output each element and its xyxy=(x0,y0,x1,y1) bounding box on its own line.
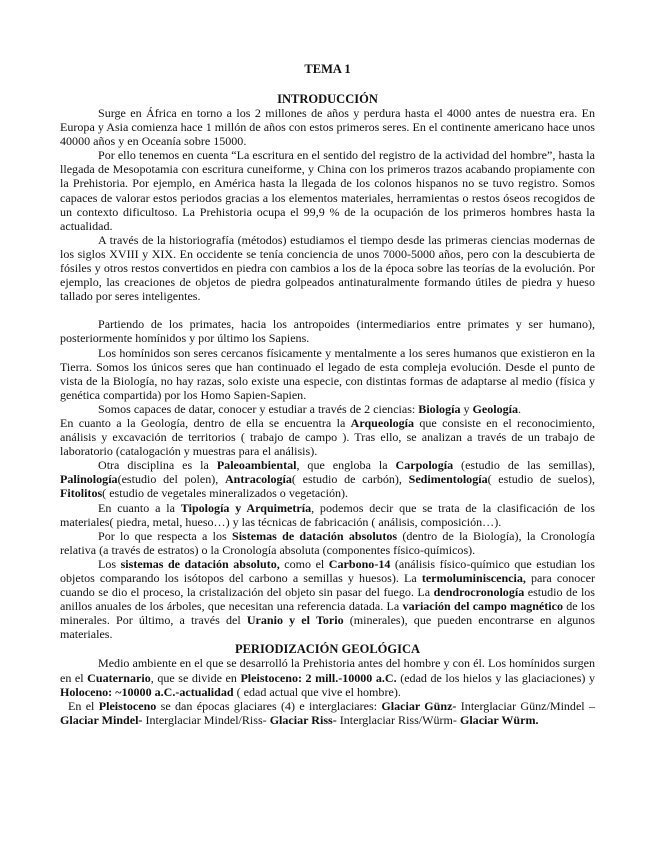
text-run: A través de la historiografía (métodos) estudiamos el tiempo desde las primeras ciencias modernas de los siglos XVIII y XIX. En occidente se tenía conciencia de unos 7000-5000 años, pero con la descubierta de fósiles y otros restos convertidos en piedra con cambios a los de la época sobre las teorías de la evolución. Por ejemplo, las creaciones de objetos de piedra golpeados antinaturalmente formando útiles de piedra y hueso tallado por seres inteligentes. xyxy=(60,232,595,304)
text-run: (minerales), que pueden encontrarse en algunos materiales. xyxy=(60,613,595,642)
text-run: Por ello tenemos en cuenta “La escritura en el sentido del registro de la actividad del hombre”, hasta la llegada de Mesopotamia con escritura cuneiforme, y China con los primeros trazos acabando propiamente con la Prehistoria. Por ejemplo, en América hasta la llegada de los colonos hispanos no se tuvo registro. Somos capaces de valorar estos periodos gracias a los elementos materiales, herramientas o restos óseos recogidos de un contexto dificultoso. La Prehistoria ocupa el 99,9 % de la ocupación de los primeros hombres hasta la actualidad. xyxy=(60,148,595,233)
bold-term: Pleistoceno xyxy=(98,698,157,713)
bold-term: Holoceno: ~10000 a.C.-actualidad xyxy=(60,684,234,699)
bold-term: Cuaternario xyxy=(87,670,151,685)
text-run: Interglaciar Günz/Mindel – xyxy=(456,698,596,713)
bold-term: Palinología xyxy=(60,472,118,487)
text-run: y xyxy=(460,401,473,416)
paragraph xyxy=(60,233,595,303)
bold-term: Tipología y Arquimetría xyxy=(180,500,312,515)
text-run: , que se divide en xyxy=(150,670,241,685)
bold-term: termoluminiscencia, xyxy=(421,571,526,585)
text-run: Somos capaces de datar, conocer y estudiar a través de 2 ciencias: xyxy=(98,401,419,416)
paragraph xyxy=(60,458,595,500)
text-run: Otra disciplina es la xyxy=(98,458,217,473)
text-run: . xyxy=(518,401,522,416)
text-run: , podemos decir que se trata de la clasificación de los materiales( piedra, metal, hueso…) y las técnicas de fabricación ( análisis, composición…). xyxy=(60,500,595,529)
bold-term: Fitolitos xyxy=(60,486,103,501)
text-run: (dentro de la Biología), la Cronología relativa (a través de estratos) o la Cronología absoluta (componentes físico-químicos). xyxy=(60,528,595,557)
text-run: Surge en África en torno a los 2 millones de años y perdura hasta el 4000 antes de nuestra era. En Europa y Asia comienza hace 1 millón de años con estos primeros seres. En el continente americano hace unos 40000 años y en Oceanía sobre 15000. xyxy=(60,106,595,149)
bold-term: Biología xyxy=(418,401,461,416)
bold-term: Glaciar Riss- xyxy=(269,712,337,727)
text-run: Los xyxy=(98,556,121,571)
paragraph xyxy=(60,317,595,345)
document-body xyxy=(60,92,595,727)
bold-term: Arqueología xyxy=(350,415,415,430)
text-run: Partiendo de los primates, hacia los antropoides (intermediarios entre primates y ser humano), posteriormente homínidos y por último los Sapiens. xyxy=(60,317,595,346)
paragraph xyxy=(60,501,595,529)
bold-term: Uranio y el Torio xyxy=(246,613,344,628)
bold-term: Glaciar Günz- xyxy=(381,698,457,713)
text-run: En cuanto a la Geología, dentro de ella se encuentra la xyxy=(60,415,351,430)
text-run: estudio de los anillos anuales de los árboles, que necesitan una referencia datada. La xyxy=(60,585,595,614)
bold-term: Carbono-14 xyxy=(328,556,391,571)
bold-term: Paleoambiental xyxy=(216,458,297,473)
text-run: ( estudio de suelos), xyxy=(487,472,595,487)
bold-term: Carpología xyxy=(395,458,454,473)
text-run: Los homínidos son seres cercanos físicamente y mentalmente a los seres humanos que existieron en la Tierra. Somos los únicos seres que han continuado el legado de esta compleja evolución. Desde el punto de vista de la Biología, no hay razas, solo existe una especie, con distintas formas de adaptarse al medio (física y genética compartida) por los Homo Sapien-Sapien. xyxy=(60,345,595,402)
text-run: (estudio del polen), xyxy=(117,472,225,487)
text-run: (edad de los hielos y las glaciaciones) y xyxy=(396,670,595,685)
paragraph xyxy=(60,529,595,557)
section-heading: PERIODIZACIÓN GEOLÓGICA xyxy=(234,642,421,657)
bold-term: Geología xyxy=(472,401,519,416)
paragraph xyxy=(60,148,595,233)
text-run: , que engloba la xyxy=(296,458,396,473)
text-run: para conocer cuando se dio el proceso, la cristalización del objeto sin pasar del fuego. La xyxy=(60,571,595,600)
text-run: (análisis físico-químico que estudian los objetos comparando los isótopos del carbono a semillas y huesos). La xyxy=(60,556,595,585)
section-heading: INTRODUCCIÓN xyxy=(277,92,378,106)
document-title: TEMA 1 xyxy=(304,62,351,76)
text-run: Interglaciar Riss/Würm- xyxy=(336,712,460,727)
text-run: se dan épocas glaciares (4) e interglaciares: xyxy=(156,698,382,713)
bold-term: Antracología xyxy=(224,472,292,487)
bold-term: Glaciar Würm. xyxy=(459,712,539,727)
paragraph xyxy=(60,557,595,642)
text-run: Interglaciar Mindel/Riss- xyxy=(142,712,270,727)
text-run: que consiste en el reconocimiento, análisis y excavación de territorios ( trabajo de campo ). Tras ello, se analizan a través de un trabajo de laboratorio (catalogación y muestras para el análisis). xyxy=(60,415,595,459)
text-run: ( estudio de vegetales mineralizados o vegetación). xyxy=(102,486,349,501)
bold-term: sistemas de datación absoluto, xyxy=(120,556,280,571)
text-run: (estudio de las semillas), xyxy=(453,458,595,473)
bold-term: Sedimentología xyxy=(408,472,488,487)
bold-term: Pleistoceno: 2 mill.-10000 a.C. xyxy=(240,670,397,685)
text-run: En cuanto a la xyxy=(98,500,181,515)
text-run: de los minerales. Por último, a través del xyxy=(60,599,595,628)
bold-term: variación del campo magnético xyxy=(402,599,563,614)
paragraph xyxy=(60,106,595,148)
paragraph xyxy=(60,402,595,416)
bold-term: dendrocronología xyxy=(433,585,525,600)
paragraph xyxy=(60,416,595,458)
paragraph xyxy=(60,699,595,727)
text-run: ( estudio de carbón), xyxy=(291,472,409,487)
text-run: Por lo que respecta a los xyxy=(98,528,232,543)
text-run: En el xyxy=(68,698,99,713)
paragraph xyxy=(60,656,595,698)
text-run: Medio ambiente en el que se desarrolló la Prehistoria antes del hombre y con él. Los homínidos surgen en el xyxy=(60,656,595,685)
paragraph xyxy=(60,346,595,402)
bold-term: Sistemas de datación absolutos xyxy=(232,528,398,543)
text-run: ( edad actual que vive el hombre). xyxy=(233,684,401,699)
text-run: como el xyxy=(279,556,329,571)
bold-term: Glaciar Mindel- xyxy=(60,712,143,727)
